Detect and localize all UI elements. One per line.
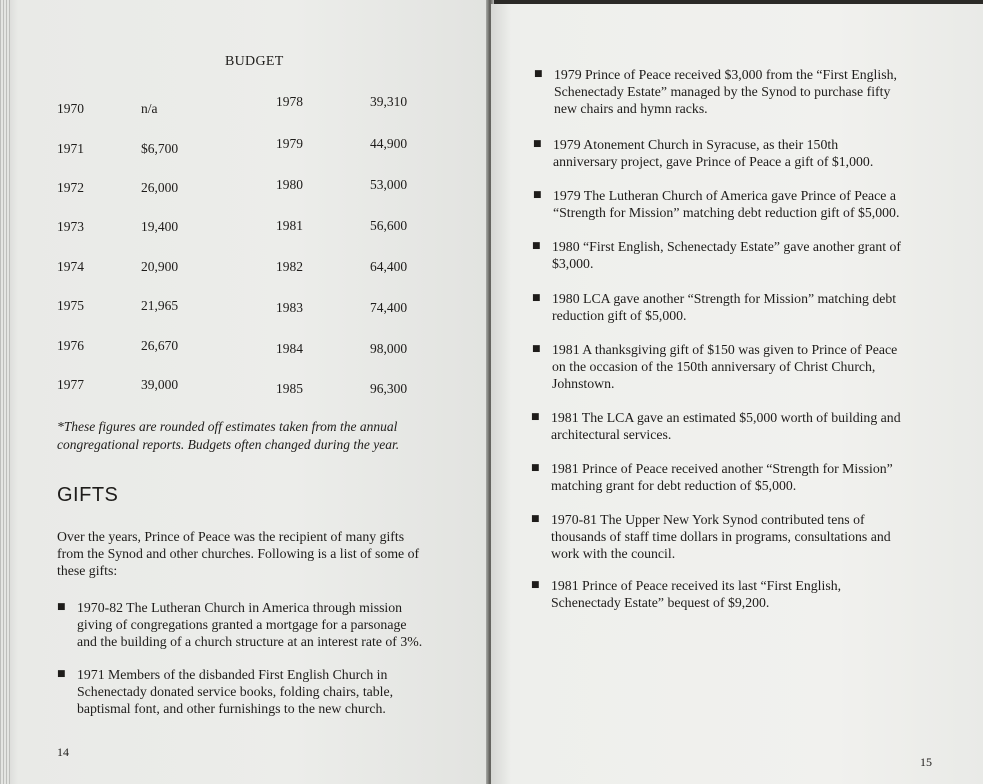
footnote-line: *These figures are rounded off estimates taken from the annual — [57, 419, 398, 434]
budget-title: BUDGET — [225, 54, 284, 69]
bullet-icon: ■ — [531, 412, 540, 422]
bullet-icon: ■ — [57, 602, 66, 612]
gift-list-item — [57, 666, 467, 726]
gift-line: 1981 Prince of Peace received another “Strength for Mission” — [551, 461, 893, 476]
page-number: 14 — [57, 745, 69, 759]
budget-amount: n/a — [141, 101, 158, 116]
gift-line: baptismal font, and other furnishings to the new church. — [77, 701, 386, 716]
gift-line: architectural services. — [551, 427, 672, 442]
footnote-line: congregational reports. Budgets often changed during the year. — [57, 437, 400, 452]
gift-line: 1981 A thanksgiving gift of $150 was given to Prince of Peace — [552, 342, 898, 357]
intro-line: Over the years, Prince of Peace was the recipient of many gifts — [57, 529, 405, 544]
budget-amount: 64,400 — [370, 259, 408, 274]
intro-line: from the Synod and other churches. Following is a list of some of — [57, 546, 420, 561]
gifts-heading: GIFTS — [57, 484, 119, 506]
budget-year: 1972 — [57, 180, 84, 195]
budget-amount: 56,600 — [370, 218, 408, 233]
budget-year: 1971 — [57, 141, 84, 156]
budget-year: 1976 — [57, 338, 84, 353]
gift-line: anniversary project, gave Prince of Peace a gift of $1,000. — [553, 154, 874, 169]
budget-amount: 98,000 — [370, 341, 408, 356]
right-page — [491, 4, 983, 784]
gift-line: 1979 The Lutheran Church of America gave Prince of Peace a — [553, 188, 897, 203]
gift-line: Johnstown. — [552, 376, 615, 391]
gift-line: 1981 Prince of Peace received its last “First English, — [551, 578, 842, 593]
budget-year: 1970 — [57, 101, 84, 116]
gift-line: on the occasion of the 150th anniversary of Christ Church, — [552, 359, 876, 374]
bullet-icon: ■ — [532, 293, 541, 303]
gift-line: new chairs and hymn racks. — [554, 101, 708, 116]
budget-footnote — [57, 418, 457, 454]
gift-line: 1980 “First English, Schenectady Estate” gave another grant of — [552, 239, 902, 254]
budget-year: 1979 — [276, 136, 303, 151]
budget-year: 1973 — [57, 219, 84, 234]
bullet-icon: ■ — [534, 69, 543, 79]
gift-line: $3,000. — [552, 256, 594, 271]
budget-amount: 39,310 — [370, 94, 408, 109]
budget-year: 1978 — [276, 94, 303, 109]
gift-line: work with the council. — [551, 546, 676, 561]
gift-line: Schenectady Estate” managed by the Synod to purchase fifty — [554, 84, 891, 99]
budget-row — [0, 259, 488, 279]
budget-year: 1981 — [276, 218, 303, 233]
budget-year: 1985 — [276, 381, 303, 396]
bullet-icon: ■ — [533, 139, 542, 149]
gift-line: 1979 Prince of Peace received $3,000 from the “First English, — [554, 67, 897, 82]
budget-row — [0, 298, 488, 318]
bullet-icon: ■ — [532, 344, 541, 354]
gift-line: thousands of staff time dollars in programs, consultations and — [551, 529, 891, 544]
gift-line: 1981 The LCA gave an estimated $5,000 worth of building and — [551, 410, 901, 425]
budget-amount: 39,000 — [141, 377, 179, 392]
gift-line: 1970-82 The Lutheran Church in America through mission — [77, 600, 403, 615]
budget-year: 1974 — [57, 259, 84, 274]
bullet-icon: ■ — [531, 463, 540, 473]
budget-amount: 26,670 — [141, 338, 179, 353]
budget-row — [0, 177, 488, 200]
bullet-icon: ■ — [57, 669, 66, 679]
gift-line: 1980 LCA gave another “Strength for Mission” matching debt — [552, 291, 897, 306]
bullet-icon: ■ — [532, 241, 541, 251]
budget-amount: 74,400 — [370, 300, 408, 315]
gift-line: 1971 Members of the disbanded First English Church in — [77, 667, 388, 682]
gift-line: 1979 Atonement Church in Syracuse, as their 150th — [553, 137, 839, 152]
bullet-icon: ■ — [531, 580, 540, 590]
budget-year: 1975 — [57, 298, 84, 313]
gift-line: and the building of a church structure at an interest rate of 3%. — [77, 634, 423, 649]
gift-line: reduction gift of $5,000. — [552, 308, 687, 323]
bullet-icon: ■ — [531, 514, 540, 524]
budget-year: 1984 — [276, 341, 303, 356]
budget-row — [0, 377, 488, 397]
intro-line: these gifts: — [57, 563, 118, 578]
gift-line: Schenectady Estate” bequest of $9,200. — [551, 595, 770, 610]
bullet-icon: ■ — [533, 190, 542, 200]
gift-line: 1970-81 The Upper New York Synod contributed tens of — [551, 512, 865, 527]
budget-amount: 96,300 — [370, 381, 408, 396]
gift-line: giving of congregations granted a mortgage for a parsonage — [77, 617, 407, 632]
budget-amount: 21,965 — [141, 298, 179, 313]
left-page — [0, 0, 488, 784]
budget-year: 1977 — [57, 377, 84, 392]
page-number: 15 — [920, 755, 932, 769]
budget-amount: 44,900 — [370, 136, 408, 151]
budget-year: 1980 — [276, 177, 303, 192]
gifts-intro — [57, 528, 462, 579]
gift-line: matching grant for debt reduction of $5,000. — [551, 478, 797, 493]
budget-row — [0, 338, 488, 358]
budget-row — [0, 94, 488, 121]
budget-row — [0, 136, 488, 161]
budget-row — [0, 219, 488, 239]
gift-line: Schenectady donated service books, folding chairs, table, — [77, 684, 394, 699]
budget-amount: $6,700 — [141, 141, 179, 156]
budget-amount: 20,900 — [141, 259, 179, 274]
budget-year: 1983 — [276, 300, 303, 315]
gift-list-item — [57, 599, 467, 653]
gift-line: “Strength for Mission” matching debt reduction gift of $5,000. — [553, 205, 900, 220]
budget-amount: 53,000 — [370, 177, 408, 192]
budget-year: 1982 — [276, 259, 303, 274]
budget-amount: 26,000 — [141, 180, 179, 195]
budget-amount: 19,400 — [141, 219, 179, 234]
